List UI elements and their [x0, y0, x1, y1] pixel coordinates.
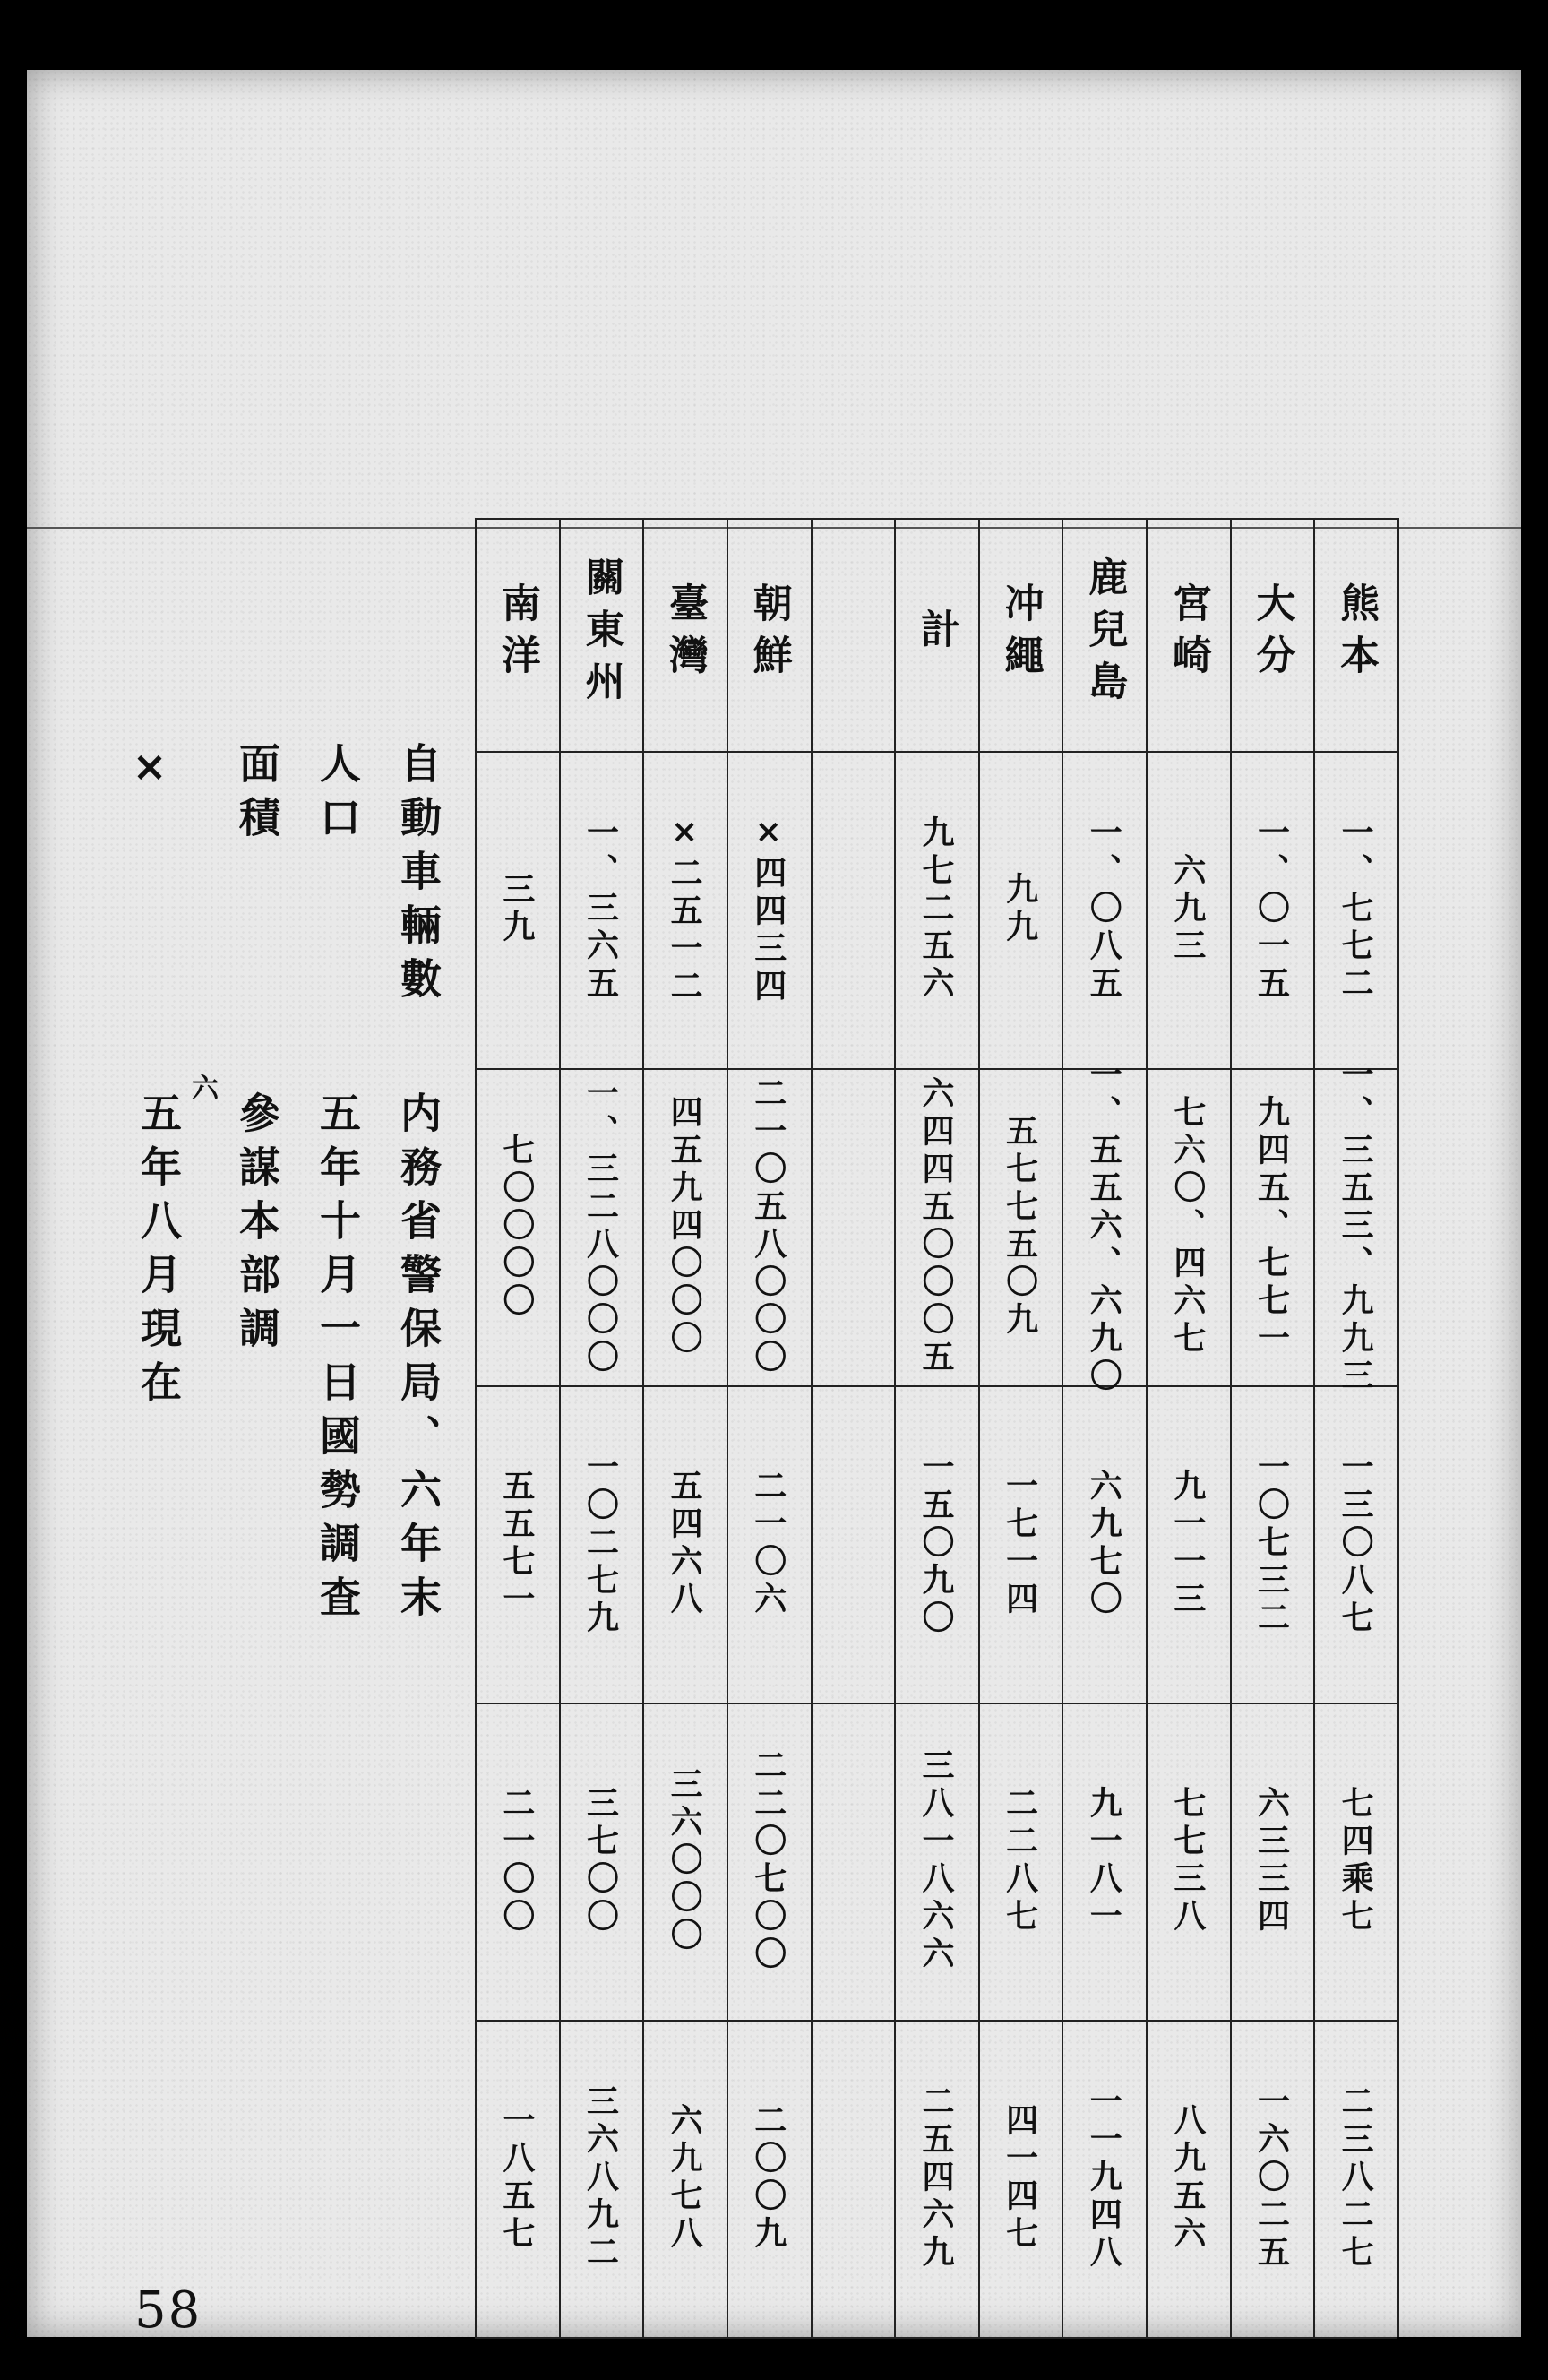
column-header — [559, 518, 643, 751]
table-cell — [1230, 2020, 1314, 2337]
table-cell-value: ×四四三四 — [749, 813, 787, 1006]
column-header — [1146, 518, 1230, 751]
column-header — [727, 518, 811, 751]
table-cell-value: 一一九四八 — [1085, 2084, 1123, 2272]
column-header-label: 大分 — [1249, 582, 1295, 686]
notes-block — [99, 742, 443, 1629]
column-header-label: 南洋 — [494, 582, 540, 686]
table-cell-value: 四一四七 — [1001, 2103, 1039, 2254]
table-cell — [727, 751, 811, 1068]
cars-source: 内務省警保局、六年末 — [394, 1091, 443, 1629]
table-cell — [727, 2020, 811, 2337]
area-source: 參謀本部調 — [233, 1091, 281, 1360]
table-cell-value: 一、五五六、六九〇 — [1085, 1057, 1123, 1396]
table-cell-value: 二一〇六 — [749, 1469, 787, 1619]
population-label: 人口 — [314, 742, 362, 849]
table-cell — [1062, 1703, 1146, 2020]
table-cell — [475, 1068, 559, 1385]
table-cell-value: 七七三八 — [1168, 1786, 1207, 1936]
column-header — [642, 518, 727, 751]
table-cell-value: 二一〇〇 — [497, 1786, 536, 1936]
table-cell-value: 一六〇二五 — [1252, 2084, 1291, 2272]
table-cell — [811, 751, 895, 1068]
population-source: 五年十月一日國勢調査 — [314, 1091, 362, 1629]
column-header-label: 朝鮮 — [745, 582, 792, 686]
table-cell-value: 一、〇一五 — [1252, 815, 1291, 1004]
table-cell-value: 六四四五〇〇〇五 — [916, 1076, 955, 1377]
table-cell-value: 一、〇八五 — [1085, 815, 1123, 1004]
table-cell-value: 一、三六五 — [581, 815, 620, 1004]
table-cell-value: 六九七八 — [666, 2103, 704, 2254]
table-cell — [978, 1068, 1062, 1385]
table-cell-value: 一七一四 — [1001, 1469, 1039, 1619]
column-header — [894, 518, 978, 751]
table-cell — [475, 1385, 559, 1703]
table-cell — [559, 2020, 643, 2337]
table-cell — [1313, 1385, 1398, 1703]
column-header-label: 冲繩 — [997, 582, 1044, 686]
table-cell-value: 一八五七 — [497, 2103, 536, 2254]
column-header-label: 熊本 — [1333, 582, 1380, 686]
column-header-label: 計 — [913, 608, 959, 660]
column-header — [475, 518, 559, 751]
table-cell — [1230, 1068, 1314, 1385]
table-cell-value: 七六〇、四六七 — [1168, 1095, 1207, 1358]
table-cell-value: 一五〇九〇 — [916, 1450, 955, 1638]
table-vertical-line — [1398, 518, 1399, 2337]
table-cell — [727, 1703, 811, 2020]
table-cell — [894, 1385, 978, 1703]
table-cell — [1230, 1385, 1314, 1703]
table-cell — [894, 751, 978, 1068]
column-header — [978, 518, 1062, 751]
table-cell-value: 六九七〇 — [1085, 1469, 1123, 1619]
area-date-annotation: 六 — [186, 1074, 218, 1113]
table-cell — [1146, 1385, 1230, 1703]
table-cell-value: 九一一三 — [1168, 1469, 1207, 1619]
table-cell-value: 一〇二七九 — [581, 1450, 620, 1638]
table-cell — [1313, 2020, 1398, 2337]
table-cell — [978, 751, 1062, 1068]
table-cell — [1146, 2020, 1230, 2337]
table-cell — [475, 751, 559, 1068]
table-cell-value: 二〇〇九 — [749, 2103, 787, 2254]
table-cell-value: 三八一八六六 — [916, 1748, 955, 1974]
table-cell-value: 五四六八 — [666, 1469, 704, 1619]
table-cell — [978, 2020, 1062, 2337]
table-cell — [1146, 751, 1230, 1068]
table-cell-value: 七四乘七 — [1337, 1786, 1375, 1936]
table-cell-value: 一、七七二 — [1337, 815, 1375, 1004]
table-cell — [559, 751, 643, 1068]
table-cell — [894, 2020, 978, 2337]
table-cell — [1146, 1068, 1230, 1385]
table-cell-value: 三六八九二 — [581, 2084, 620, 2272]
table-cell — [642, 751, 727, 1068]
table-cell-value: 一、三二八〇〇〇 — [581, 1076, 620, 1377]
table-cell — [642, 1068, 727, 1385]
table-cell-value: 五七七五〇九 — [1001, 1114, 1039, 1340]
table-cell-value: ×二五一二 — [666, 813, 704, 1006]
table-cell — [559, 1385, 643, 1703]
column-header-label: 鹿兒島 — [1081, 556, 1128, 712]
table-cell — [811, 2020, 895, 2337]
table-cell-value: 九七二五六 — [916, 815, 955, 1004]
cross-mark: × — [125, 742, 174, 803]
page-number: 58 — [134, 2281, 202, 2340]
table-cell — [1313, 1057, 1398, 1396]
area-date: 五年八月現在 — [134, 1091, 183, 1414]
table-cell — [475, 1703, 559, 2020]
column-header — [1230, 518, 1314, 751]
column-header-label: 關東州 — [578, 556, 624, 712]
statistics-table — [475, 518, 1398, 2337]
table-cell — [811, 1385, 895, 1703]
table-cell-value: 八九五六 — [1168, 2103, 1207, 2254]
table-cell — [1062, 1057, 1146, 1396]
table-cell-value: 二三八二七 — [1337, 2084, 1375, 2272]
table-horizontal-line — [475, 2337, 1398, 2339]
column-header — [1062, 518, 1146, 751]
table-cell — [894, 1068, 978, 1385]
table-cell-value: 三六〇〇〇 — [666, 1767, 704, 1955]
cars-label: 自動車輛數 — [394, 742, 443, 1011]
table-cell-value: 六九三 — [1168, 853, 1207, 966]
column-header — [811, 518, 895, 751]
table-cell-value: 四五九四〇〇〇 — [666, 1095, 704, 1358]
column-header — [1313, 518, 1398, 751]
table-cell — [1146, 1703, 1230, 2020]
table-cell — [811, 1703, 895, 2020]
table-cell — [559, 1703, 643, 2020]
table-cell — [475, 2020, 559, 2337]
table-cell-value: 二一〇五八〇〇〇 — [749, 1076, 787, 1377]
table-cell-value: 三七〇〇 — [581, 1786, 620, 1936]
table-cell — [1062, 2020, 1146, 2337]
table-cell-value: 九一八一 — [1085, 1786, 1123, 1936]
table-cell-value: 七〇〇〇〇 — [497, 1133, 536, 1321]
document-page — [27, 70, 1521, 2340]
table-cell-value: 一三〇八七 — [1337, 1450, 1375, 1638]
table-cell — [1230, 751, 1314, 1068]
table-cell — [1062, 751, 1146, 1068]
table-cell — [642, 2020, 727, 2337]
column-header-label: 宮崎 — [1165, 582, 1211, 686]
table-cell-value: 二二八七 — [1001, 1786, 1039, 1936]
table-cell-value: 五五七一 — [497, 1469, 536, 1619]
table-cell — [727, 1385, 811, 1703]
table-cell-value: 二二〇七〇〇 — [749, 1748, 787, 1974]
table-cell-value: 一〇七三二 — [1252, 1450, 1291, 1638]
table-cell-value: 六三三四 — [1252, 1786, 1291, 1936]
table-cell — [559, 1068, 643, 1385]
table-cell — [1313, 751, 1398, 1068]
table-cell — [642, 1385, 727, 1703]
table-cell — [894, 1703, 978, 2020]
table-cell — [811, 1068, 895, 1385]
table-cell — [978, 1385, 1062, 1703]
table-cell — [1062, 1385, 1146, 1703]
column-header-label: 臺灣 — [662, 582, 709, 686]
table-cell — [978, 1703, 1062, 2020]
table-cell — [727, 1068, 811, 1385]
table-cell — [1230, 1703, 1314, 2020]
table-cell-value: 二五四六九 — [916, 2084, 955, 2272]
table-cell-value: 九四五、七七一 — [1252, 1095, 1291, 1358]
area-label: 面積 — [233, 742, 281, 849]
table-cell — [642, 1703, 727, 2020]
table-cell-value: 三九 — [497, 872, 536, 947]
table-cell-value: 一、三五三、九九三 — [1337, 1057, 1375, 1396]
table-cell — [1313, 1703, 1398, 2020]
table-cell-value: 九九 — [1001, 872, 1039, 947]
